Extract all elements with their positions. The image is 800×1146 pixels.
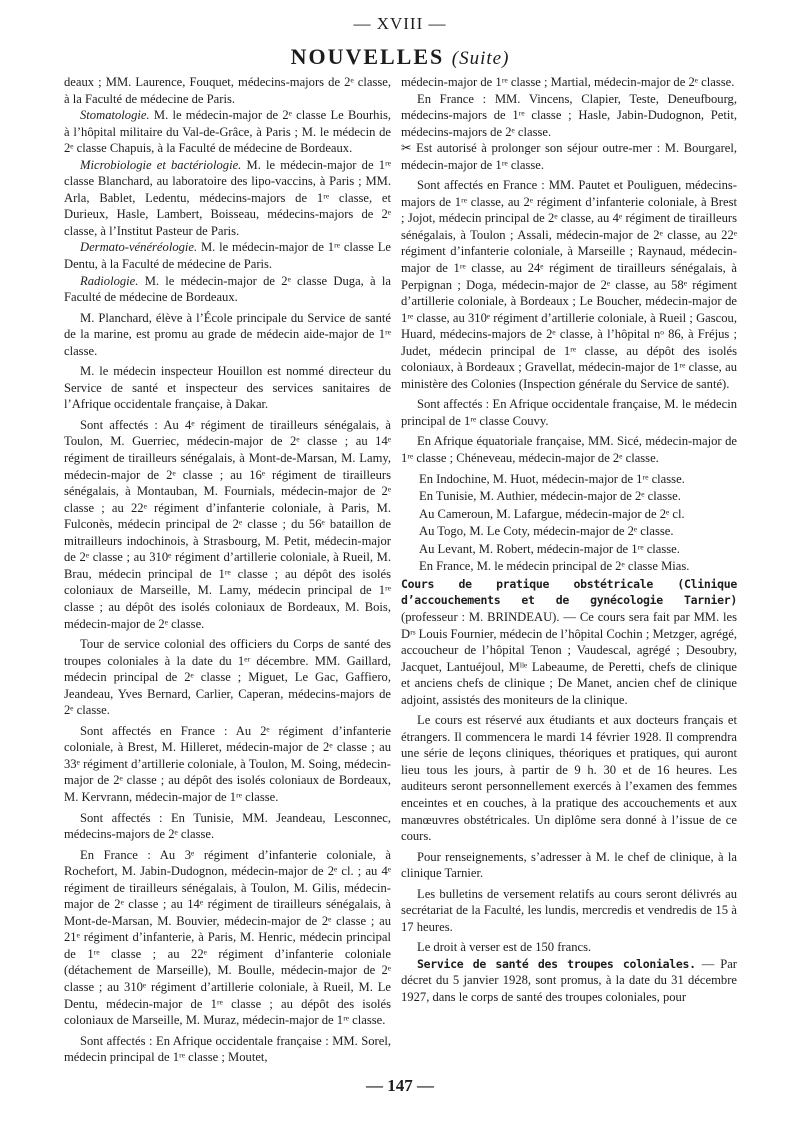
paragraph: En France, M. le médecin principal de 2ᵉ classe Mias. — [419, 559, 690, 574]
paragraph-text: (professeur : M. BRINDEAU). — Ce cours sera fait par MM. les Dʳˢ Louis Fournier, médecin de l’hôpital Cochin ; Metzger, agrégé, accoucheur de l’hôpital Tenon ; Vaudescal, agrégé ; Desoubry, Jacquet, Lantuéjoul, Mˡˡᵉ Labeaume, de Peretti, chefs de clinique et anciens chefs de clinique ; De Manet, ancien chef de clinique adjoint, assistés des moniteurs de la clinique. — [401, 609, 737, 707]
paragraph-label: Radiologie. — [80, 273, 139, 288]
paragraph: Sont affectés : En Tunisie, MM. Jeandeau, Lesconnec, médecins-majors de 2ᵉ classe. — [64, 810, 391, 842]
paragraph: M. le médecin inspecteur Houillon est nommé directeur du Service de santé et inspecteur des services sanitaires de l’Afrique occidentale française, à Dakar. — [64, 364, 391, 412]
paragraph: Au Levant, M. Robert, médecin-major de 1ʳᵉ classe. — [419, 541, 680, 556]
paragraph: En France : Au 3ᵉ régiment d’infanterie coloniale, à Rochefort, M. Jabin-Dudognon, médecin-major de 2ᵉ cl. ; au 4ᵉ régiment de tirailleurs sénégalais, à Toulon, M. Gilis, médecin-major de 2ᵉ classe ; au 14ᵉ régiment de tirailleurs sénégalais, à Mont-de-Marsan, M. Bouvier, médecin-major de 2ᵉ classe ; au 21ᵉ régiment d’infanterie, à Paris, M. Henric, médecin principal de 1ʳᵉ classe ; au 22ᵉ régiment d’infanterie coloniale (détachement de Marseille), M. Boulle, médecin-major de 2ᵉ classe ; au 310ᵉ régiment d’artillerie coloniale, à Rueil, M. Le Dentu, médecin-major de 1ʳᵉ classe ; au dépôt des isolés coloniaux de Marseille, M. Muraz, médecin-major de 1ʳᵉ classe. — [64, 847, 391, 1028]
paragraph-prolongation — [401, 140, 737, 173]
section-title-main: NOUVELLES — [290, 44, 445, 69]
paragraph: En Indochine, M. Huot, médecin-major de 1ʳᵉ classe. — [419, 471, 685, 486]
paragraph: Le droit à verser est de 150 francs. — [417, 940, 592, 955]
paragraph: médecin-major de 1ʳᵉ classe ; Martial, médecin-major de 2ᵉ classe. — [401, 75, 735, 89]
paragraph-service — [401, 956, 737, 1006]
paragraph: Au Cameroun, M. Lafargue, médecin-major de 2ᵉ cl. — [419, 506, 685, 521]
left-column — [64, 74, 391, 1074]
paragraph: Le cours est réservé aux étudiants et aux docteurs français et étrangers. Il commencera le mardi 14 février 1928. Il comprendra une série de leçons cliniques, théoriques et pratiques, qui auront lieu tous les jours, à partir de 9 h. 30 et de 16 heures. Les auditeurs seront personnellement exercés à l’examen des femmes enceintes et en couches, à la pratique des accouchements et aux manœuvres obstétricales. Un diplôme sera donné à l’issue de ce cours. — [401, 713, 737, 844]
paragraph: Au Togo, M. Le Coty, médecin-major de 2ᵉ classe. — [419, 524, 674, 539]
paragraph-text: M. le médecin-major de 2ᵉ classe Le Bourhis, à l’hôpital militaire du Val-de-Grâce, à Paris ; M. le médecin de 2ᵉ classe Chapuis, à la Faculté de médecine de Bordeaux. — [64, 108, 391, 156]
paragraph-label: Microbiologie et bactériologie. — [80, 157, 242, 172]
roman-page-number: — XVIII — — [353, 14, 447, 33]
paragraph-stomatologie — [64, 107, 391, 157]
paragraph-heading: Service de santé des troupes coloniales. — [417, 956, 696, 971]
paragraph: Tour de service colonial des officiers du Corps de santé des troupes coloniales à la date du 1ᵉʳ décembre. MM. Gaillard, médecin principal de 2ᵉ classe ; Miguet, Le Gac, Gaffiero, Jeandeau, Yves Bernard, Carlier, Caperan, médecins-majors de 2ᵉ classe. — [64, 637, 391, 718]
paragraph-radiologie — [64, 273, 391, 306]
paragraph: Sont affectés : En Afrique occidentale française, M. le médecin principal de 1ʳᵉ classe Couvy. — [401, 397, 737, 428]
paragraph: deaux ; MM. Laurence, Fouquet, médecins-majors de 2ᵉ classe, à la Faculté de médecine de Paris. — [64, 75, 391, 106]
paragraph-text: M. le médecin-major de 1ʳᵉ classe Blanchard, au laboratoire des lipo-vaccins, à Paris ; MM. Arla, Bablet, Ledentu, médecins-majors de 1ʳᵉ classe, et Durieux, Hasle, Lambert, Boisseau, médecins-majors de 2ᵉ classe, à l’Institut Pasteur de Paris. — [64, 157, 391, 238]
paragraph-text: — Par décret du 5 janvier 1928, sont promus, à la date du 31 décembre 1927, dans le corps de santé des troupes coloniales, pour — [401, 956, 737, 1004]
section-title — [0, 44, 800, 70]
paragraph: Pour renseignements, s’adresser à M. le chef de clinique, à la clinique Tarnier. — [401, 849, 737, 881]
paragraph-dermato — [64, 239, 391, 272]
paragraph-text: M. le médecin-major de 2ᵉ classe Duga, à la Faculté de médecine de Bordeaux. — [64, 273, 391, 305]
paragraph: En Afrique équatoriale française, MM. Sicé, médecin-major de 1ʳᵉ classe ; Chéneveau, médecin-major de 2ᵉ classe. — [401, 434, 737, 466]
paragraph: Sont affectés en France : Au 2ᵉ régiment d’infanterie coloniale, à Brest, M. Hilleret, médecin-major de 2ᵉ classe ; au 33ᵉ régiment d’artillerie coloniale, à Toulon, M. Soing, médecin-major de 2ᵉ classe ; au dépôt des isolés coloniaux de Bordeaux, M. Kervrann, médecin-major de 1ʳᵉ classe. — [64, 723, 391, 804]
paragraph: Les bulletins de versement relatifs au cours seront délivrés au secrétariat de la Faculté, les lundis, mercredis et vendredis de 15 à 17 heures. — [401, 886, 737, 934]
paragraph: M. Planchard, élève à l’École principale du Service de santé de la marine, est promu au grade de médecin aide-major de 1ʳᵉ classe. — [64, 310, 391, 358]
paragraph: Sont affectés : En Afrique occidentale française : MM. Sorel, médecin principal de 1ʳᵉ classe ; Moutet, — [64, 1033, 391, 1065]
paragraph-obstetrique — [401, 576, 737, 708]
paragraph-text: M. le médecin-major de 1ʳᵉ classe Le Dentu, à la Faculté de médecine de Paris. — [64, 240, 391, 272]
section-title-suite: (Suite) — [451, 48, 510, 69]
paragraph: En Tunisie, M. Authier, médecin-major de 2ᵉ classe. — [419, 489, 681, 504]
paragraph: Sont affectés : Au 4ᵉ régiment de tirailleurs sénégalais, à Toulon, M. Guerriec, médecin-major de 2ᵉ classe ; au 14ᵉ régiment de tirailleurs sénégalais, à Mont-de-Marsan, M. Lamy, médecin-major de 2ᵉ classe ; au 16ᵉ régiment de tirailleurs sénégalais, à Montauban, M. Fournials, médecin-major de 2ᵉ classe ; au 22ᵉ régiment d’infanterie coloniale, à Paris, M. Fulconès, médecin principal de 2ᵉ classe ; du 56ᵉ bataillon de mitrailleurs indochinois, à Strasbourg, M. Petit, médecin-major de 2ᵉ classe ; au 310ᵉ régiment d’artillerie coloniale, à Rueil, M. Brau, médecin principal de 1ʳᵉ classe ; au dépôt des isolés coloniaux de Marseille, M. Lamy, médecin principal de 1ʳᵉ classe ; au dépôt des isolés coloniaux de Bordeaux, M. Bois, médecin-major de 2ᵉ classe. — [64, 417, 391, 631]
paragraph-microbiologie — [64, 157, 391, 240]
scissors-icon: ✂ — [401, 141, 412, 156]
paragraph: Sont affectés en France : MM. Pautet et Pouliguen, médecins-majors de 1ʳᵉ classe, au 2ᵉ régiment d’infanterie coloniale, à Brest ; Jojot, médecin principal de 2ᵉ classe, au 4ᵉ régiment de tirailleurs sénégalais, à Toulon ; Assali, médecin-major de 2ᵉ classe, au 22ᵉ régiment d’infanterie coloniale, à Marseille ; Raynaud, médecin-major de 1ʳᵉ classe, au 24ᵉ régiment de tirailleurs sénégalais, à Perpignan ; Doga, médecin-major de 2ᵉ classe, au 58ᵉ régiment d’artillerie coloniale, à Bordeaux ; Le Boucher, médecin-major de 1ʳᵉ classe, au 310ᵉ régiment d’artillerie coloniale, à Rueil ; Gascou, Huard, médecins-majors de 2ᵉ classe, à l’hôpital nᵒ 86, à Fréjus ; Judet, médecin principal de 1ʳᵉ classe, au dépôt des isolés coloniaux, à Bordeaux ; Gravellat, médecin-major de 1ʳᵉ classe, au ministère des Colonies (Inspection générale du Service de santé). — [401, 178, 737, 391]
page-number: — 147 — — [366, 1076, 434, 1095]
paragraph-text: Est autorisé à prolonger son séjour outre-mer : M. Bourgarel, médecin-major de 1ʳᵉ classe. — [401, 141, 737, 172]
paragraph-heading: Cours de pratique obstétricale (Clinique d’accouchements et de gynécologie Tarnier) — [401, 576, 737, 608]
paragraph-label: Dermato-vénéréologie. — [80, 240, 198, 255]
paragraph: En France : MM. Vincens, Clapier, Teste, Deneufbourg, médecins-majors de 1ʳᵉ classe ; Hasle, Jabin-Dudognon, Petit, médecins-majors de 2ᵉ classe. — [401, 91, 737, 139]
paragraph-label: Stomatologie. — [80, 108, 150, 123]
right-column — [401, 74, 737, 1074]
